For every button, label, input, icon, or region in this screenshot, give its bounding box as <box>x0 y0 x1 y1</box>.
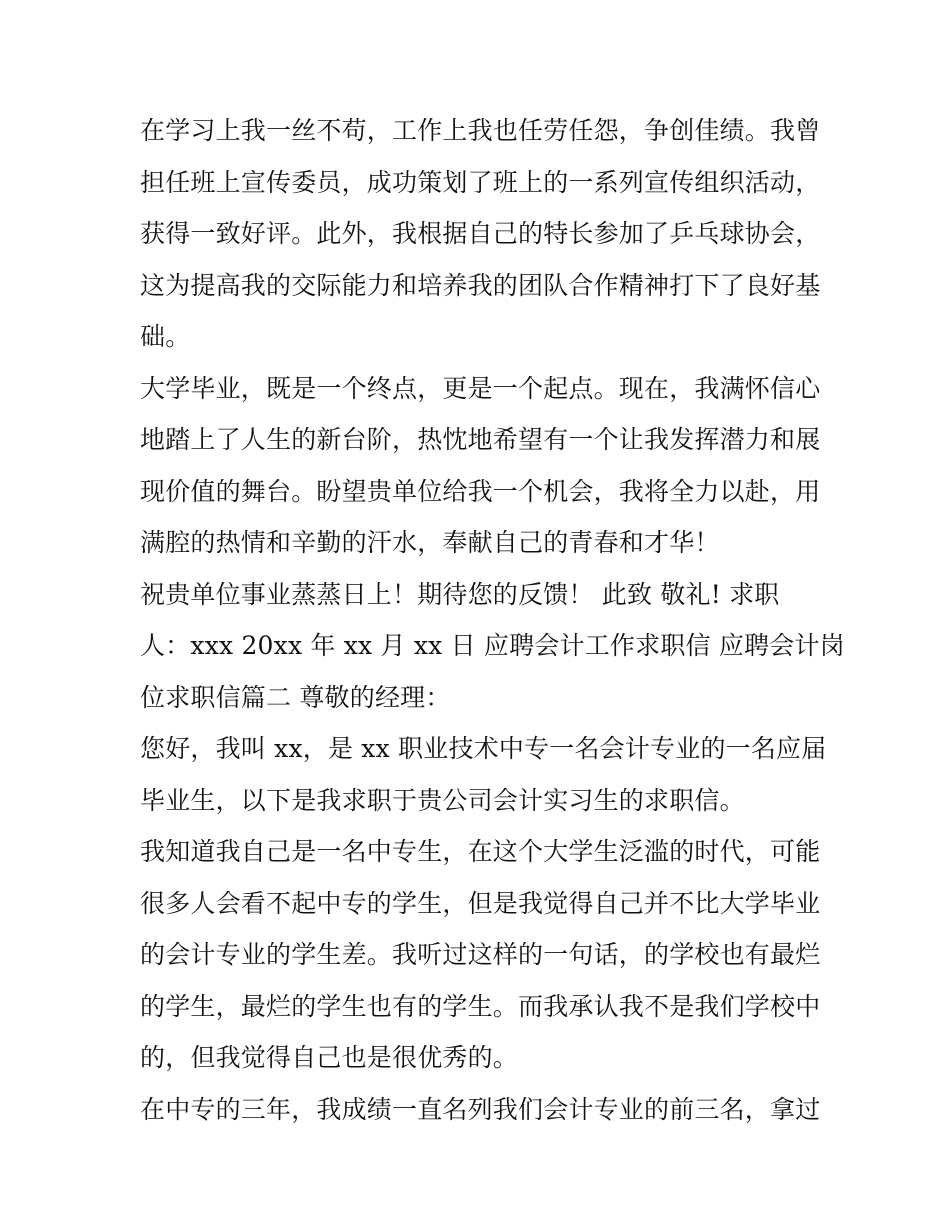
text-line: 的会计专业的学生差。我听过这样的一句话，的学校也有最烂 <box>140 940 821 969</box>
text-line: 您好，我叫 xx，是 xx 职业技术中专一名会计专业的一名应届 <box>140 734 827 763</box>
text-line: 获得一致好评。此外，我根据自己的特长参加了乒乓球协会， <box>140 219 821 248</box>
text-line: 地踏上了人生的新台阶，热忱地希望有一个让我发挥潜力和展 <box>140 425 821 454</box>
text-line: 础。 <box>140 322 191 351</box>
text-line: 位求职信篇二 尊敬的经理： <box>140 682 451 712</box>
text-line: 的学生，最烂的学生也有的学生。而我承认我不是我们学校中 <box>140 991 821 1021</box>
text-line: 很多人会看不起中专的学生，但是我觉得自己并不比大学毕业 <box>140 888 821 918</box>
text-line: 大学毕业，既是一个终点，更是一个起点。现在，我满怀信心 <box>140 373 821 403</box>
text-line: 在学习上我一丝不苟，工作上我也任劳任怨，争创佳绩。我曾 <box>140 116 821 145</box>
text-line: 祝贵单位事业蒸蒸日上！期待您的反馈！ 此致 敬礼! 求职 <box>140 579 780 609</box>
text-line: 的，但我觉得自己也是很优秀的。 <box>140 1043 519 1072</box>
text-line: 毕业生，以下是我求职于贵公司会计实习生的求职信。 <box>140 785 745 815</box>
text-line: 满腔的热情和辛勤的汗水，奉献自己的青春和才华！ <box>140 528 720 557</box>
text-line: 现价值的舞台。盼望贵单位给我一个机会，我将全力以赴，用 <box>140 476 821 506</box>
text-line: 人：xxx 20xx 年 xx 月 xx 日 应聘会计工作求职信 应聘会计岗 <box>140 631 845 660</box>
document-body <box>140 105 845 1135</box>
text-line: 这为提高我的交际能力和培养我的团队合作精神打下了良好基 <box>140 270 821 300</box>
text-line: 在中专的三年，我成绩一直名列我们会计专业的前三名，拿过 <box>140 1094 821 1124</box>
text-line: 担任班上宣传委员，成功策划了班上的一系列宣传组织活动， <box>140 167 821 197</box>
text-line: 我知道我自己是一名中专生，在这个大学生泛滥的时代，可能 <box>140 837 821 866</box>
